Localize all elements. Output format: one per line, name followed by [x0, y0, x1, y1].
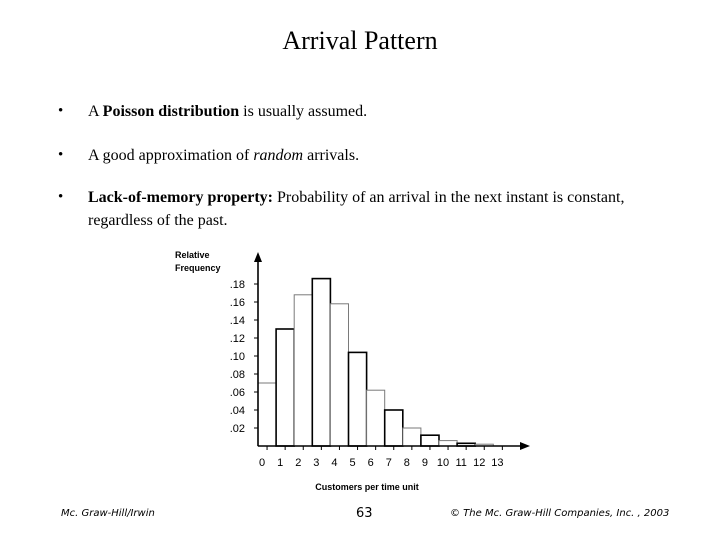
x-tick-label: 9: [421, 457, 429, 469]
bullet-1-post: is usually assumed.: [239, 103, 368, 120]
y-tick-label: .12: [229, 333, 245, 345]
histogram-bar: [403, 428, 421, 446]
y-tick-label: .06: [229, 387, 245, 399]
histogram-bar: [349, 352, 367, 446]
x-tick-label: 1: [277, 457, 284, 469]
bullet-1-bold: Poisson distribution: [102, 103, 240, 120]
x-tick-label: 0: [258, 457, 266, 469]
x-tick-label: 11: [455, 457, 467, 469]
histogram-bar: [421, 435, 439, 446]
x-tick-label: 8: [403, 457, 410, 469]
x-axis-label: Customers per time unit: [315, 482, 419, 492]
bullet-glyph: •: [58, 147, 64, 163]
histogram-bar: [276, 329, 294, 446]
bullet-3-post: Probability of an arrival in the next instant is constant, regardless of the past.: [88, 189, 625, 229]
x-tick-label: 3: [313, 457, 320, 469]
histogram-bar: [439, 441, 457, 446]
x-tick-label: 7: [385, 457, 392, 469]
y-axis-label: Relative: [175, 250, 210, 260]
x-tick-label: 12: [473, 457, 486, 469]
bullet-glyph: •: [58, 189, 64, 205]
footer-publisher: Mc. Graw-Hill/Irwin: [61, 508, 155, 519]
bullet-2-italic: random: [253, 147, 304, 164]
x-tick-label: 4: [331, 457, 338, 469]
histogram-bar: [258, 383, 276, 446]
y-tick-label: .14: [229, 315, 245, 327]
histogram-bar: [330, 304, 348, 446]
x-axis-arrow: [520, 442, 530, 450]
x-tick-label: 6: [367, 457, 374, 469]
footer-copyright: © The Mc. Graw-Hill Companies, Inc. , 2003: [450, 508, 670, 519]
bullet-1-pre: A: [88, 103, 103, 120]
y-tick-label: .04: [229, 405, 245, 417]
y-tick-label: .08: [229, 369, 245, 381]
footer-page-number: 63: [356, 506, 373, 521]
histogram-bar: [312, 279, 330, 446]
x-tick-label: 10: [436, 457, 450, 469]
histogram-bar: [385, 410, 403, 446]
histogram-bar: [367, 390, 385, 446]
x-tick-label: 5: [349, 457, 356, 469]
y-tick-label: .18: [229, 279, 245, 291]
bullet-2-pre: A good approximation of: [88, 147, 254, 164]
y-tick-label: .02: [229, 423, 245, 435]
slide-title: Arrival Pattern: [282, 26, 438, 55]
bullet-3-bold: Lack-of-memory property:: [88, 189, 273, 206]
y-axis-arrow: [254, 252, 262, 262]
bullet-2-post: arrivals.: [303, 147, 360, 164]
x-tick-label: 2: [295, 457, 302, 469]
y-tick-label: .10: [229, 351, 245, 363]
x-tick-label: 13: [491, 457, 504, 469]
bullet-glyph: •: [58, 103, 64, 119]
y-axis-label: Frequency: [175, 263, 221, 273]
histogram-bar: [294, 295, 312, 446]
y-tick-label: .16: [229, 297, 245, 309]
